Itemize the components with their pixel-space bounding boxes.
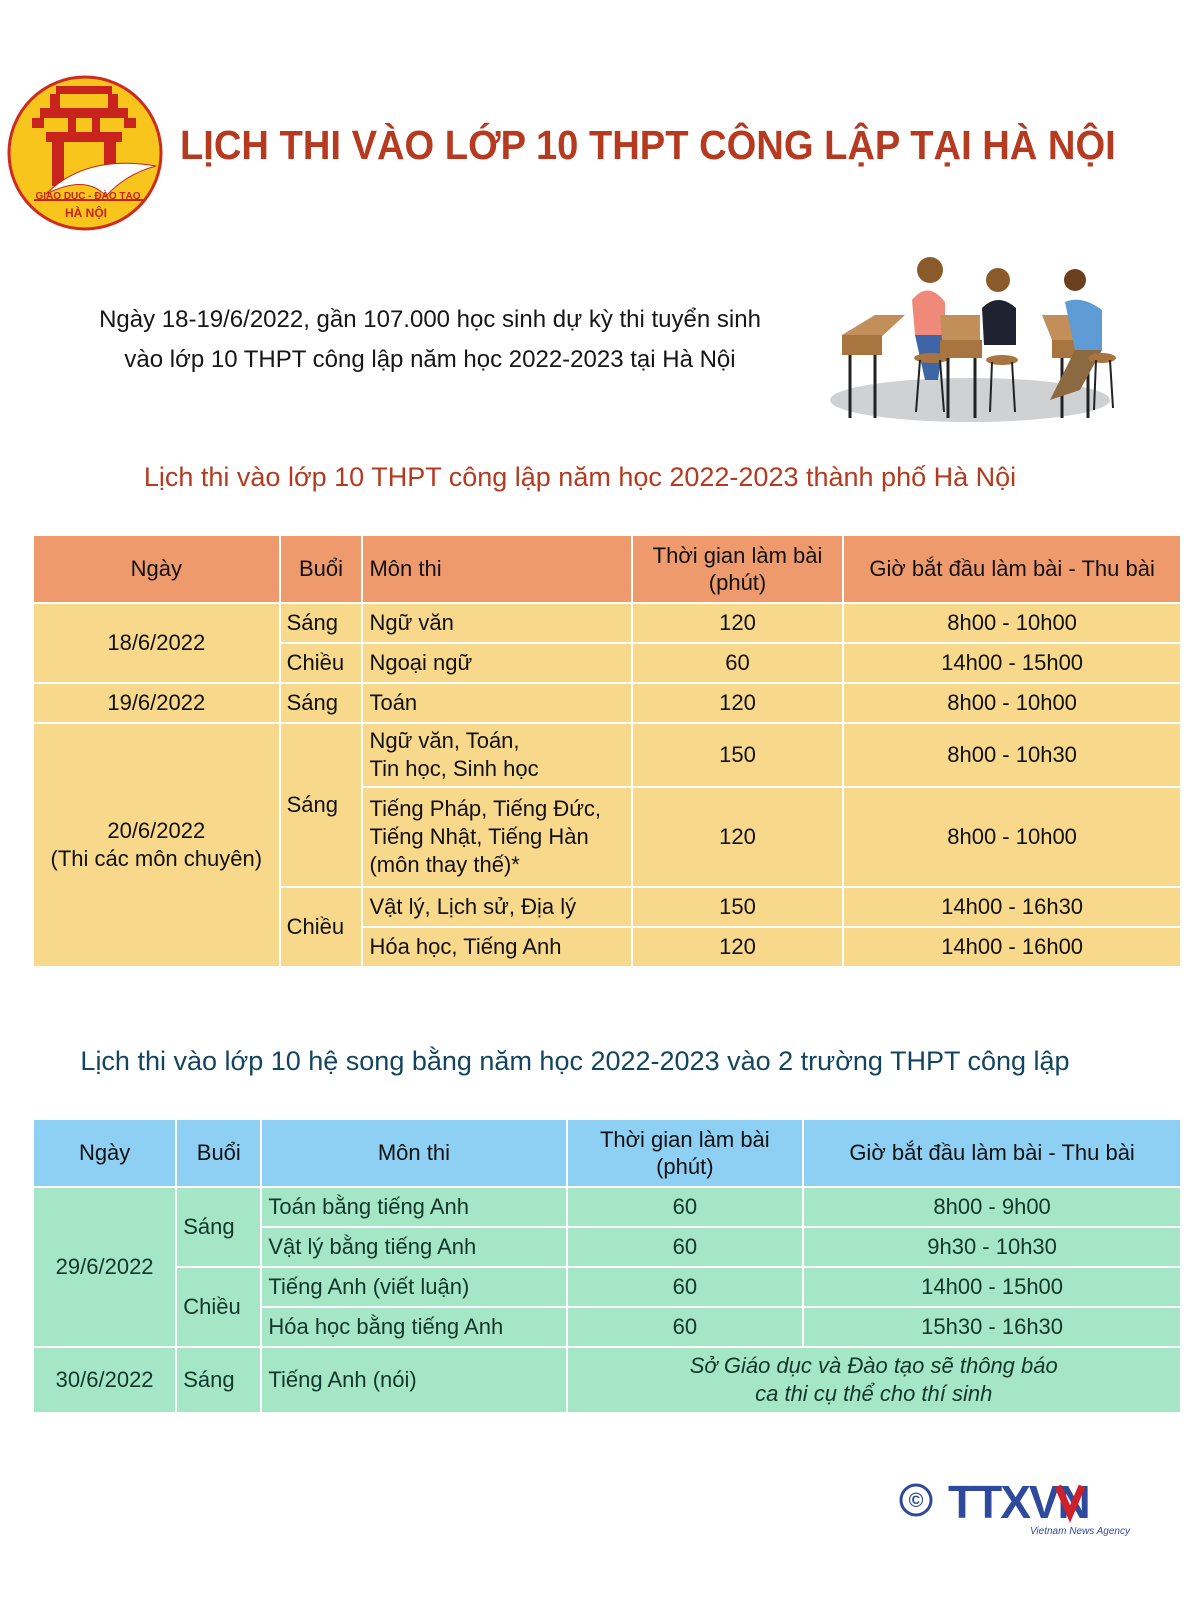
cell-subject: Ngữ văn <box>362 603 631 643</box>
cell-time: 8h00 - 10h30 <box>843 723 1181 787</box>
cell-subject-line1: Ngữ văn, Toán, <box>369 728 520 753</box>
cell-session: Sáng <box>176 1187 261 1267</box>
header-duration-line2: (phút) <box>656 1154 714 1179</box>
cell-duration: 120 <box>632 603 843 643</box>
cell-subject: Tiếng Anh (viết luận) <box>261 1267 566 1307</box>
table2-title: Lịch thi vào lớp 10 hệ song bằng năm học 2022-2023 vào 2 trường THPT công lập <box>80 1046 1070 1076</box>
header-day: Ngày <box>33 535 280 603</box>
table2-bilingual-exam-schedule <box>32 1118 1182 1414</box>
cell-subject-line2: Tin học, Sinh học <box>369 756 539 781</box>
cell-session: Chiều <box>176 1267 261 1347</box>
cell-session: Sáng <box>280 723 363 887</box>
cell-subject: Toán bằng tiếng Anh <box>261 1187 566 1227</box>
table-row <box>33 1267 1181 1307</box>
intro-line-2: vào lớp 10 THPT công lập năm học 2022-2023 tại Hà Nội <box>124 346 736 373</box>
table1-exam-schedule <box>32 534 1182 968</box>
cell-day: 29/6/2022 <box>33 1187 176 1347</box>
logo-text-top: GIÁO DỤC - ĐÀO TẠO <box>35 191 141 202</box>
ttxvn-logo <box>898 1478 1138 1538</box>
cell-time: 8h00 - 10h00 <box>843 603 1181 643</box>
logo-text-bottom: HÀ NỘI <box>65 206 107 220</box>
agency-name: TTXVN <box>948 1478 1089 1528</box>
cell-day <box>33 723 280 967</box>
cell-duration: 150 <box>632 887 843 927</box>
cell-day-line1: 20/6/2022 <box>107 818 206 843</box>
cell-subject <box>362 787 631 887</box>
cell-time: 14h00 - 15h00 <box>803 1267 1181 1307</box>
cell-subject: Tiếng Anh (nói) <box>261 1347 566 1413</box>
table-row <box>33 723 1181 787</box>
agency-name-en: Vietnam News Agency <box>1029 1526 1130 1537</box>
cell-subject: Ngoại ngữ <box>362 643 631 683</box>
table1-title: Lịch thi vào lớp 10 THPT công lập năm học 2022-2023 thành phố Hà Nội <box>143 462 1017 492</box>
header-day: Ngày <box>33 1119 176 1187</box>
cell-time: 9h30 - 10h30 <box>803 1227 1181 1267</box>
table-row <box>33 683 1181 723</box>
header-duration-line2: (phút) <box>708 570 767 595</box>
table-row <box>33 1187 1181 1227</box>
cell-duration: 60 <box>632 643 843 683</box>
table-row <box>33 1347 1181 1413</box>
cell-duration: 120 <box>632 927 843 967</box>
svg-text:©: © <box>908 1490 924 1512</box>
intro-text <box>50 300 810 380</box>
note-line1: Sở Giáo dục và Đào tạo sẽ thông báo <box>689 1353 1058 1378</box>
cell-day: 19/6/2022 <box>33 683 280 723</box>
header-session: Buổi <box>280 535 363 603</box>
cell-subject: Vật lý, Lịch sử, Địa lý <box>362 887 631 927</box>
note-line2: ca thi cụ thể cho thí sinh <box>755 1381 993 1406</box>
cell-time: 8h00 - 10h00 <box>843 683 1181 723</box>
header-duration-line1: Thời gian làm bài <box>652 543 823 568</box>
cell-subject: Hóa học, Tiếng Anh <box>362 927 631 967</box>
cell-note <box>567 1347 1182 1413</box>
cell-subject-line2: Tiếng Nhật, Tiếng Hàn <box>369 824 589 849</box>
cell-subject <box>362 723 631 787</box>
cell-time: 8h00 - 9h00 <box>803 1187 1181 1227</box>
cell-duration: 60 <box>567 1187 804 1227</box>
cell-day: 30/6/2022 <box>33 1347 176 1413</box>
cell-session: Chiều <box>280 643 363 683</box>
header-time: Giờ bắt đầu làm bài - Thu bài <box>843 535 1181 603</box>
cell-time: 14h00 - 16h30 <box>843 887 1181 927</box>
cell-subject: Vật lý bằng tiếng Anh <box>261 1227 566 1267</box>
hanoi-education-logo <box>6 74 164 232</box>
cell-duration: 60 <box>567 1267 804 1307</box>
cell-session: Sáng <box>280 603 363 643</box>
page-title: LỊCH THI VÀO LỚP 10 THPT CÔNG LẬP TẠI HÀ NỘI <box>180 122 1116 168</box>
header-session: Buổi <box>176 1119 261 1187</box>
cell-subject-line3: (môn thay thế)* <box>369 852 520 877</box>
cell-duration: 60 <box>567 1227 804 1267</box>
cell-duration: 120 <box>632 787 843 887</box>
intro-line-1: Ngày 18-19/6/2022, gần 107.000 học sinh dự kỳ thi tuyển sinh <box>99 306 761 333</box>
cell-duration: 150 <box>632 723 843 787</box>
table2-header-row <box>33 1119 1181 1187</box>
header-duration <box>567 1119 804 1187</box>
cell-duration: 60 <box>567 1307 804 1347</box>
cell-time: 14h00 - 16h00 <box>843 927 1181 967</box>
header-subject: Môn thi <box>261 1119 566 1187</box>
cell-session: Sáng <box>176 1347 261 1413</box>
header-subject: Môn thi <box>362 535 631 603</box>
header-time: Giờ bắt đầu làm bài - Thu bài <box>803 1119 1181 1187</box>
header-duration-line1: Thời gian làm bài <box>599 1127 770 1152</box>
cell-duration: 120 <box>632 683 843 723</box>
cell-time: 15h30 - 16h30 <box>803 1307 1181 1347</box>
cell-day-line2: (Thi các môn chuyên) <box>50 846 263 871</box>
students-exam-illustration <box>820 240 1120 430</box>
cell-time: 14h00 - 15h00 <box>843 643 1181 683</box>
cell-session: Chiều <box>280 887 363 967</box>
header-duration <box>632 535 843 603</box>
cell-subject-line1: Tiếng Pháp, Tiếng Đức, <box>369 796 602 821</box>
cell-subject: Toán <box>362 683 631 723</box>
table-row <box>33 603 1181 643</box>
cell-day: 18/6/2022 <box>33 603 280 683</box>
cell-session: Sáng <box>280 683 363 723</box>
table1-header-row <box>33 535 1181 603</box>
cell-subject: Hóa học bằng tiếng Anh <box>261 1307 566 1347</box>
cell-time: 8h00 - 10h00 <box>843 787 1181 887</box>
